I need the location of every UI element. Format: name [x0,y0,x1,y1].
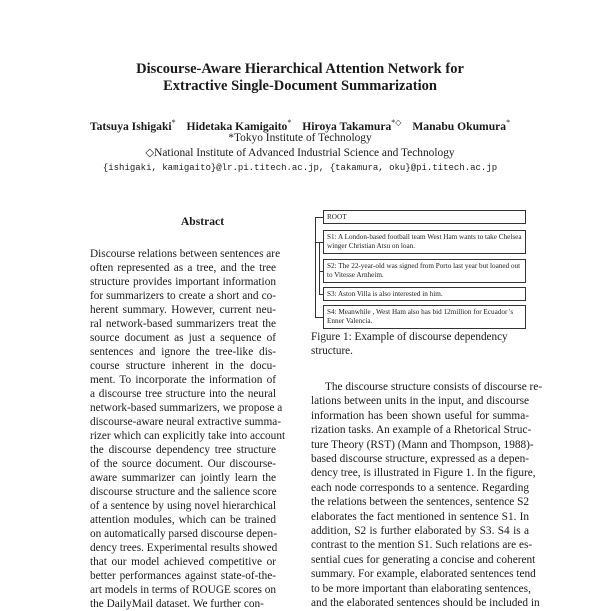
abstract-line: Discourse relations between sentences are [90,248,281,260]
author: Manabu Okumura* [412,118,511,133]
affiliation-aist: ◇National Institute of Advanced Industrial Science and Technology [145,147,455,159]
abstract-line: on automatically parsed discourse depen- [90,528,277,540]
body-line: to be more important than elaborating sentences, [311,582,531,595]
body-line: the relations between the sentences, sentence S2 [311,496,530,509]
tree-node-s2: S2: The 22-year-old was signed from Porto last year but loaned out to Vitesse Arnheim. [323,259,526,283]
abstract-line: network-based summarizers, we propose a [90,402,283,414]
abstract-line: discourse structure and the salience score [90,486,277,498]
body-line: lations between units in the input, and discourse [311,395,529,408]
body-line: rization tasks. An example of a Rhetorical Struc- [311,424,532,437]
body-line: each node corresponds to a sentence. Regarding [311,481,529,494]
abstract-line: dency trees. Experimental results showed [90,542,278,554]
body-line: dency tree, is illustrated in Figure 1. In the figure, [311,467,536,480]
abstract-line: herent summary. However, current neu- [90,304,276,316]
abstract-line: often represented as a tree, and the tree [90,262,276,274]
tree-trunk-root [315,217,316,317]
body-line: contrast to the mention S1. Such relations are es- [311,539,533,552]
body-line: addition, S2 is further elaborated by S3. S4 is a [311,525,529,537]
tree-branch-s4 [315,317,323,318]
abstract-line: structure provides important information [90,276,276,288]
affiliation-tokyo-tech: *Tokyo Institute of Technology [228,132,372,144]
abstract-line: the discourse dependency tree structure [90,444,276,456]
body-line: based discourse structure, expressed as a depen- [311,453,529,465]
body-line: sential cues for generating a concise and coherent [311,553,536,566]
body-line: information has been shown useful for summa- [311,409,529,422]
abstract-line: of the source document. Our discourse- [90,458,276,470]
abstract-line: ral network-based summarizers treat the [90,318,276,330]
author: Hidetaka Kamigaito* [186,118,292,133]
abstract-line: that our model achieved competitive or [90,556,276,568]
author-emails: {ishigaki, kamigaito}@lr.pi.titech.ac.jp, {takamura, oku}@pi.titech.ac.jp [102,163,498,173]
abstract-line: art models in terms of ROUGE scores on [90,584,277,596]
tree-node-s3: S3: Aston Villa is also interested in him. [323,287,526,301]
paper-title [0,61,600,95]
title-line-1: Discourse-Aware Hierarchical Attention Network for [136,61,464,77]
abstract-line: of a sentence by using novel hierarchical [90,500,276,512]
body-line: elaborates the fact mentioned in sentence S1. In [311,510,529,523]
body-line: ture Theory (RST) (Mann and Thompson, 1988)- [311,438,534,451]
abstract-line: better performances against state-of-the- [90,570,276,582]
abstract-line: aware summarizer can jointly learn the [90,472,276,484]
tree-branch-root [315,217,323,218]
abstract-line: the DailyMail dataset. We further con- [90,598,264,610]
body-line: summary. For example, elaborated sentences tend [311,568,536,581]
figure-caption: Figure 1: Example of discourse dependency structure. [311,331,508,357]
abstract-heading: Abstract [180,215,225,228]
body-line: and the elaborated sentences should be included in [311,597,540,609]
abstract-line: sentences and ignore the tree-like dis- [90,346,276,358]
tree-trunk-s1 [319,242,320,294]
title-line-2: Extractive Single-Document Summarization [163,78,437,94]
abstract-line: attention modules, which can be trained [90,514,276,526]
abstract-line: for summarizers to create a short and co- [90,290,276,302]
abstract-line: rizer which can explicitly take into account [90,430,286,442]
author: Tatsuya Ishigaki* [89,118,176,133]
body-line: The discourse structure consists of discourse re- [325,381,543,393]
abstract-line: ment. To incorporate the information of [90,374,276,386]
abstract-line: course structure inherent in the docu- [90,360,276,372]
abstract-line: discourse-aware neural extractive summa- [90,416,282,428]
author: Hiroya Takamura*◇ [302,118,402,133]
tree-node-s4: S4: Meanwhile , West Ham also has bid 12million for Ecuador 's Enner Valencia. [323,305,526,329]
tree-node-s1: S1: A London-based football team West Ham wants to take Chelsea winger Christian Atsu on loan. [323,230,526,254]
abstract-line: a discourse tree structure into the neural [90,388,276,400]
abstract-line: source document as just a sequence of [90,332,276,344]
tree-node-root: ROOT [323,210,526,224]
discourse-tree-figure [311,210,526,325]
